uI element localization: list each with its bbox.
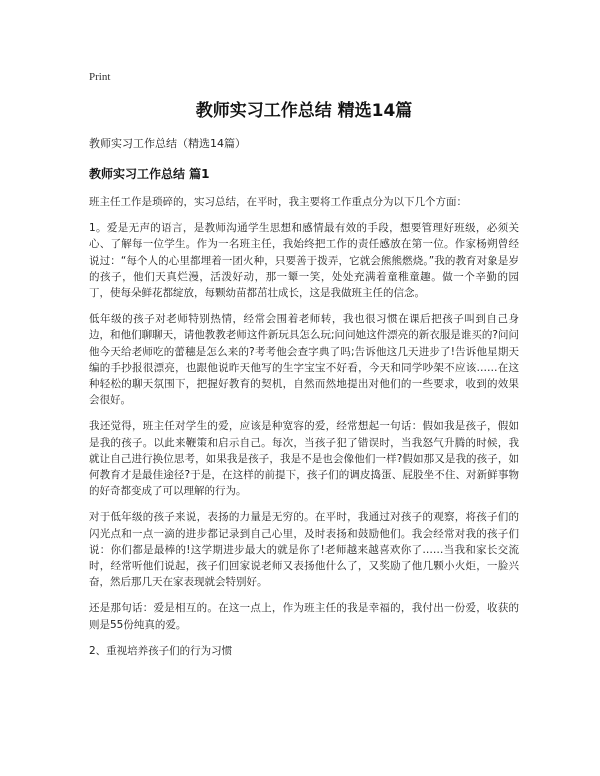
section-heading: 教师实习工作总结 篇1 [89,167,210,181]
paragraph-love-language: 1。爱是无声的语言，是教师沟通学生思想和感情最有效的手段，想要管理好班级，必须关心、了解每一位学生。作为一名班主任，我始终把工作的责任感放在第一位。作家杨朔曾经说过：“每个人的心里都埋着一团火种，只要善于拨弄，它就会熊熊燃烧。”我的教育对象是岁的孩子，他们天真烂漫，活泼好动，那一颦一笑，处处充满着童稚童趣。做一个辛勤的园丁，使每朵鲜花都绽放，每颗幼苗都茁壮成长，这是我做班主任的信念。 [89,222,519,300]
document-subtitle: 教师实习工作总结（精选14篇） [89,137,246,150]
subheading-habits: 2、重视培养孩子们的行为习惯 [89,644,233,657]
paragraph-intro: 班主任工作是琐碎的，实习总结，在平时，我主要将工作重点分为以下几个方面： [89,196,467,208]
paragraph-tolerance: 我还觉得，班主任对学生的爱，应该是种宽容的爱，经常想起一句话：假如我是孩子，假如是我的孩子。以此来鞭策和启示自己。每次，当孩子犯了错误时，当我怒气升腾的时候，我就让自己进行换位思考，如果我是孩子，我是不是也会像他们一样?假如那又是我的孩子，如何教育才是最佳途径?于是，在这样的前提下，孩子们的调皮捣蛋、屁股坐不住、对新鲜事物的好奇都变成了可以理解的行为。 [89,420,519,498]
document-page [89,70,519,659]
paragraph-praise: 对于低年级的孩子来说，表扬的力量是无穷的。在平时，我通过对孩子的观察，将孩子们的闪光点和一点一滴的进步都记录到自己心里，及时表扬和鼓励他们。我会经常对我的孩子们说：你们都是最棒的!这学期进步最大的就是你了!老师越来越喜欢你了……当我和家长交流时，经常听他们说起，孩子们回家说老师又表扬他什么了，又奖励了他几颗小火炬，一脸兴奋，然后那几天在家表现就会特别好。 [89,511,519,589]
paragraph-chatting: 低年级的孩子对老师特别热情，经常会围着老师转，我也很习惯在课后把孩子叫到自己身边，和他们聊聊天，请他教教老师这件新玩具怎么玩;问问她这件漂亮的新衣服是谁买的?问问他今天给老师吃的蕾穗是怎么来的?考考他会查字典了吗;告诉他这几天进步了!告诉他星期天编的手抄报很漂亮，也跟他说昨天他写的生字宝宝不好看，今天和同学吵架不应该……在这种轻松的聊天氛围下，把握好教育的契机，自然而然地提出对他们的一些要求，收到的效果会很好。 [89,313,519,407]
page-title: 教师实习工作总结 精选14篇 [195,101,413,121]
print-link[interactable]: Print [89,71,111,83]
paragraph-mutual-love: 还是那句话：爱是相互的。在这一点上，作为班主任的我是幸福的，我付出一份爱，收获的则是55份纯真的爱。 [89,602,519,631]
